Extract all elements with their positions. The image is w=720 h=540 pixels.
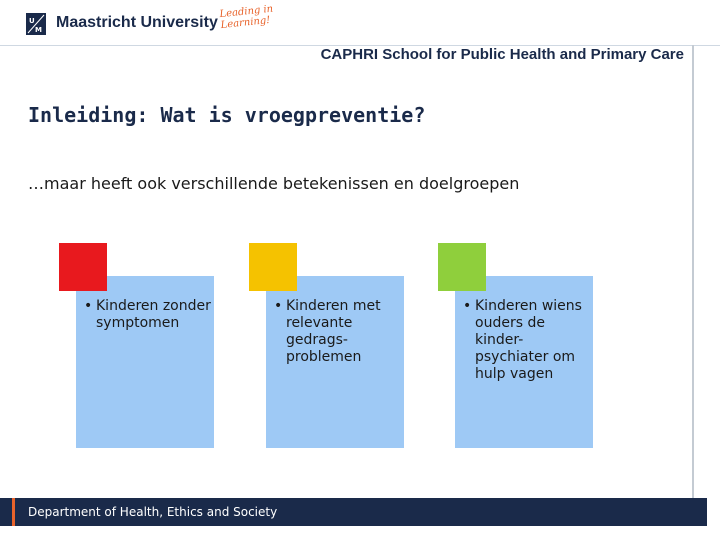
slide-subtitle: …maar heeft ook verschillende betekenissen en doelgroepen [28, 174, 520, 193]
card-1-color-square [59, 243, 107, 291]
card-2-box [266, 276, 404, 448]
bullet-icon: • [463, 298, 472, 314]
card-2-text [274, 298, 406, 366]
card-1-box [76, 276, 214, 448]
card-3 [438, 243, 598, 453]
right-border-line [692, 45, 694, 525]
slide-title: Inleiding: Wat is vroegpreventie? [28, 103, 426, 127]
footer-accent [12, 498, 15, 526]
svg-text:U: U [29, 17, 35, 25]
card-1 [59, 243, 219, 453]
card-1-label: Kinderen zonder symptomen [96, 298, 211, 331]
university-logo-icon [26, 13, 46, 35]
school-title: CAPHRI School for Public Health and Primary Care [320, 46, 684, 63]
card-2-label: Kinderen met relevante gedrags-problemen [286, 298, 381, 365]
card-3-label: Kinderen wiens ouders de kinder-psychiater om hulp vagen [475, 298, 582, 382]
card-2 [249, 243, 409, 453]
card-3-text [463, 298, 595, 383]
card-3-color-square [438, 243, 486, 291]
footer-department: Department of Health, Ethics and Society [28, 505, 278, 519]
card-3-box [455, 276, 593, 448]
card-1-text [84, 298, 216, 332]
svg-text:M: M [35, 26, 42, 34]
bullet-icon: • [274, 298, 283, 314]
university-name: Maastricht University [56, 14, 218, 31]
bullet-icon: • [84, 298, 93, 314]
university-tagline: Leading in Learning! [219, 3, 274, 32]
card-2-color-square [249, 243, 297, 291]
